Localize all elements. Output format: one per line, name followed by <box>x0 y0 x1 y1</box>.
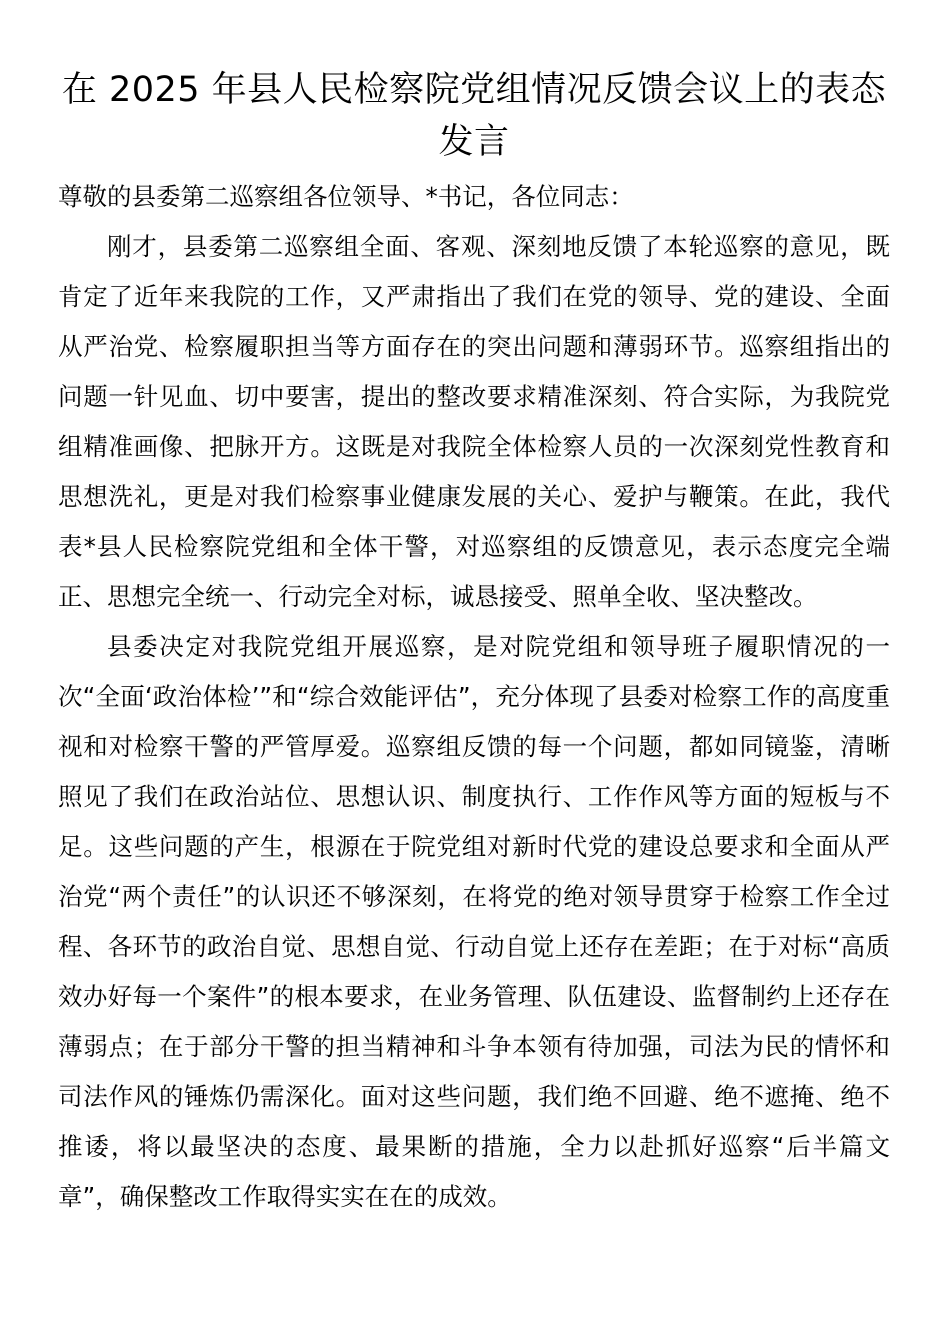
salutation: 尊敬的县委第二巡察组各位领导、*书记，各位同志： <box>58 182 634 211</box>
body-paragraph-1: 刚才，县委第二巡察组全面、客观、深刻地反馈了本轮巡察的意见，既肯定了近年来我院的工作，又严肃指出了我们在党的领导、党的建设、全面从严治党、检察履职担当等方面存在的突出问题和薄弱环节。巡察组指出的问题一针见血、切中要害，提出的整改要求精准深刻、符合实际，为我院党组精准画像、把脉开方。这既是对我院全体检察人员的一次深刻党性教育和思想洗礼，更是对我们检察事业健康发展的关心、爱护与鞭策。在此，我代表*县人民检察院党组和全体干警，对巡察组的反馈意见，表示态度完全端正、思想完全统一、行动完全对标，诚恳接受、照单全收、坚决整改。 <box>58 232 890 611</box>
document-title: 在 2025 年县人民检察院党组情况反馈会议上的表态发言 <box>61 70 887 162</box>
body-paragraph-2: 县委决定对我院党组开展巡察，是对院党组和领导班子履职情况的一次“全面‘政治体检’”和“综合效能评估”，充分体现了县委对检察工作的高度重视和对检察干警的严管厚爱。巡察组反馈的每一个问题，都如同镜鉴，清晰照见了我们在政治站位、思想认识、制度执行、工作作风等方面的短板与不足。这些问题的产生，根源在于院党组对新时代党的建设总要求和全面从严治党“两个责任”的认识还不够深刻，在将党的绝对领导贯穿于检察工作全过程、各环节的政治自觉、思想自觉、行动自觉上还存在差距；在于对标“高质效办好每一个案件”的根本要求，在业务管理、队伍建设、监督制约上还存在薄弱点；在于部分干警的担当精神和斗争本领有待加强，司法为民的情怀和司法作风的锤炼仍需深化。面对这些问题，我们绝不回避、绝不遮掩、绝不推诿，将以最坚决的态度、最果断的措施，全力以赴抓好巡察“后半篇文章”，确保整改工作取得实实在在的成效。 <box>58 632 890 1211</box>
